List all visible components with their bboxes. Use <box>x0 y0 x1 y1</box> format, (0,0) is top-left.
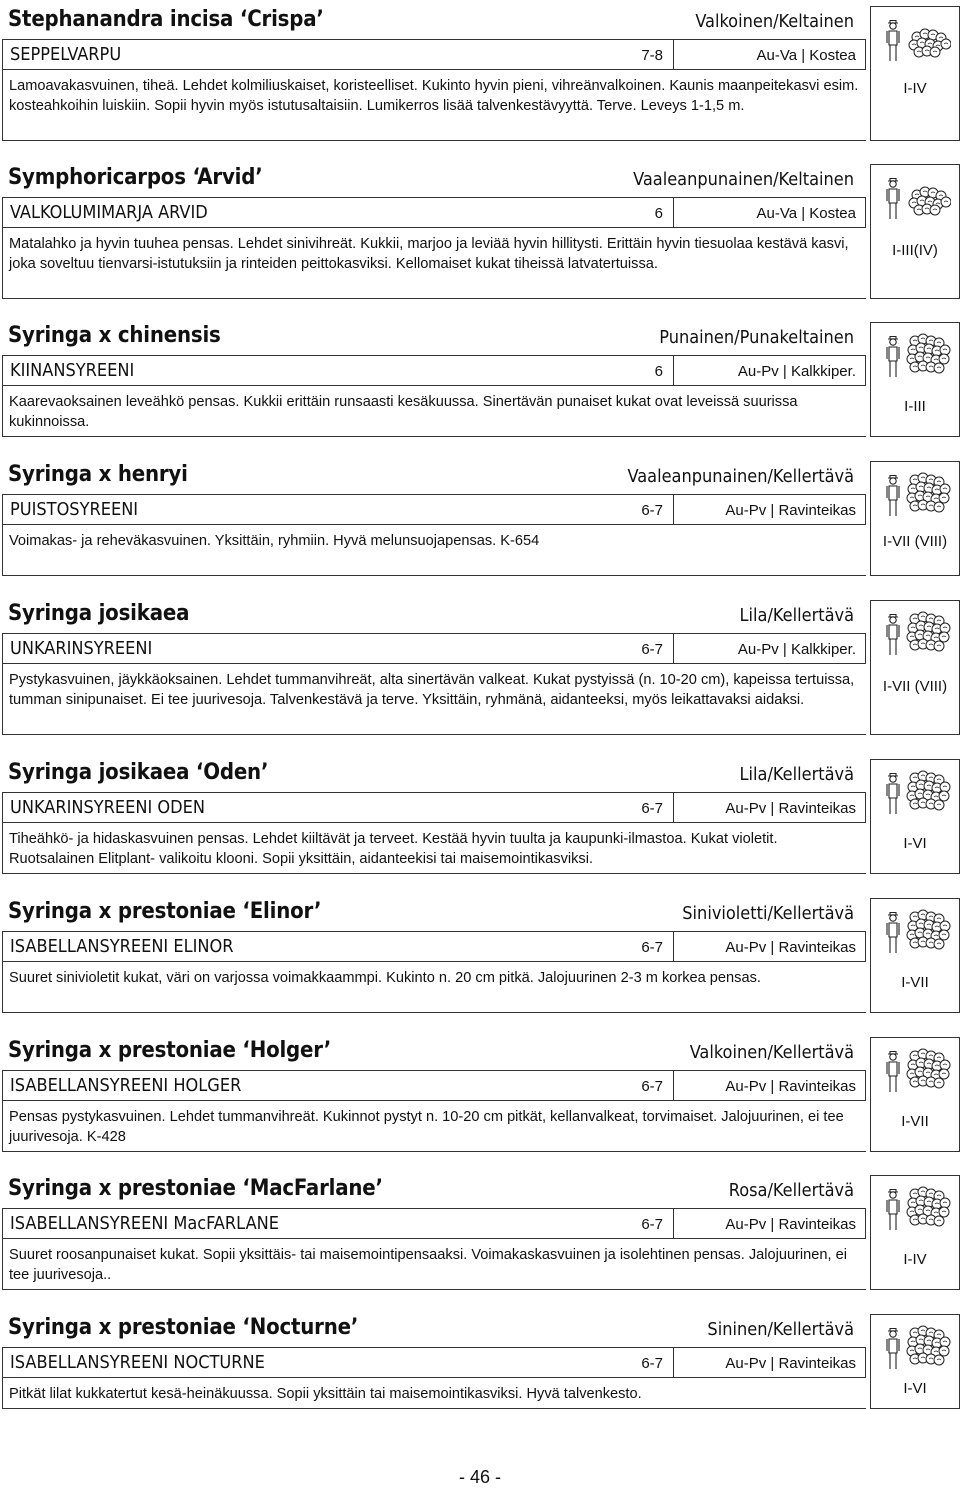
entry-left-rule <box>2 633 3 735</box>
common-name: PUISTOSYREENI <box>10 499 139 520</box>
page-number: - 46 - <box>458 1467 501 1487</box>
entry-bottom-rule <box>2 436 866 437</box>
divider <box>673 1209 674 1238</box>
entry-bottom-rule <box>2 140 866 141</box>
info-bar <box>2 1208 866 1239</box>
site-requirements: Au-Pv | Kalkkiper. <box>737 363 856 380</box>
entry-left-rule <box>2 1070 3 1152</box>
person-and-tall-shrub-icon <box>885 909 951 957</box>
site-requirements: Au-Pv | Ravinteikas <box>725 502 856 519</box>
entry-left-rule <box>2 792 3 874</box>
info-bar <box>2 1070 866 1101</box>
entry-left-rule <box>2 1208 3 1290</box>
entry-left-rule <box>2 494 3 576</box>
zone-box <box>870 600 960 735</box>
height-class: 6 <box>654 205 663 222</box>
site-requirements: Au-Pv | Ravinteikas <box>725 1216 856 1233</box>
description: Suuret roosanpunaiset kukat. Sopii yksittäis- tai maisemointipensaaksi. Voimakaskasvuinen ja isolehtinen pensas. Jalojuurinen, ei tee juurivesoja.. <box>9 1247 847 1283</box>
height-class: 6-7 <box>641 1216 663 1233</box>
divider <box>673 932 674 961</box>
entry-bottom-rule <box>2 298 866 299</box>
plant-name: Syringa x prestoniae ‘Elinor’ <box>8 899 322 924</box>
common-name: KIINANSYREENI <box>10 360 135 381</box>
person-and-tall-shrub-icon <box>885 770 951 818</box>
common-name: ISABELLANSYREENI ELINOR <box>10 936 234 957</box>
entry-left-rule <box>2 197 3 299</box>
info-bar <box>2 931 866 962</box>
zone-box <box>870 322 960 437</box>
flower-color: Punainen/Punakeltainen <box>659 327 854 348</box>
entry-bottom-rule <box>2 873 866 874</box>
entry-bottom-rule <box>2 734 866 735</box>
person-and-tall-shrub-icon <box>885 333 951 381</box>
person-and-tall-shrub-icon <box>885 472 951 520</box>
hardiness-zone: I-VI <box>903 1380 927 1397</box>
common-name: ISABELLANSYREENI MacFARLANE <box>10 1213 279 1234</box>
entry-bottom-rule <box>2 1012 866 1013</box>
person-and-tall-shrub-icon <box>885 611 951 659</box>
person-and-tall-shrub-icon <box>885 1325 951 1373</box>
hardiness-zone: I-VII (VIII) <box>882 678 948 695</box>
description: Pensas pystykasvuinen. Lehdet tummanvihreät. Kukinnot pystyt n. 10-20 cm pitkät, kellanvalkeat, torvimaiset. Jalojuurinen, ei tee juurivesoja. K-428 <box>9 1109 844 1145</box>
plant-name: Syringa x prestoniae ‘Nocturne’ <box>8 1315 359 1340</box>
description: Suuret sinivioletit kukat, väri on varjossa voimakkaammpi. Kukinto n. 20 cm pitkä. Jalojuurinen 2-3 m korkea pensas. <box>9 970 761 986</box>
hardiness-zone: I-VII <box>901 1113 929 1130</box>
entry-left-rule <box>2 39 3 141</box>
flower-color: Lila/Kellertävä <box>739 764 854 785</box>
info-bar <box>2 39 866 70</box>
common-name: ISABELLANSYREENI NOCTURNE <box>10 1352 265 1373</box>
divider <box>673 40 674 69</box>
height-class: 6-7 <box>641 1355 663 1372</box>
flower-color: Vaaleanpunainen/Kellertävä <box>627 466 854 487</box>
info-bar <box>2 197 866 228</box>
plant-name: Stephanandra incisa ‘Crispa’ <box>8 7 324 32</box>
entry-bottom-rule <box>2 1408 866 1409</box>
zone-box <box>870 164 960 299</box>
height-class: 6-7 <box>641 502 663 519</box>
zone-box <box>870 898 960 1013</box>
height-class: 6-7 <box>641 641 663 658</box>
site-requirements: Au-Pv | Ravinteikas <box>725 939 856 956</box>
plant-name: Syringa josikaea <box>8 601 190 626</box>
person-and-tall-shrub-icon <box>885 1048 951 1096</box>
entry-left-rule <box>2 1347 3 1409</box>
site-requirements: Au-Pv | Ravinteikas <box>725 800 856 817</box>
divider <box>673 1348 674 1377</box>
entry-bottom-rule <box>2 575 866 576</box>
plant-name: Syringa josikaea ‘Oden’ <box>8 760 269 785</box>
plant-name: Syringa x chinensis <box>8 323 221 348</box>
common-name: UNKARINSYREENI <box>10 638 153 659</box>
hardiness-zone: I-IV <box>903 1251 927 1268</box>
entry-left-rule <box>2 355 3 437</box>
description: Matalahko ja hyvin tuuhea pensas. Lehdet sinivihreät. Kukkii, marjoo ja leviää hyvin hillitysti. Erittäin hyvin tiesuolaa kestävä kasvi, joka soveltuu tienvarsi-istutuksiin ja rinteiden peittokasviksi. Kellomaiset kukat tiheissä latvatertuissa. <box>9 236 849 272</box>
zone-box <box>870 759 960 874</box>
common-name: VALKOLUMIMARJA ARVID <box>10 202 208 223</box>
height-class: 6-7 <box>641 939 663 956</box>
zone-box <box>870 1314 960 1409</box>
site-requirements: Au-Pv | Kalkkiper. <box>737 641 856 658</box>
description: Lamoavakasvuinen, tiheä. Lehdet kolmiliuskaiset, koristeelliset. Kukinto hyvin pieni, vihreänvalkoinen. Kaunis maanpeitekasvi esim. kosteahkoihin luiskiin. Sopii hyvin myös istutusaltaisiin. Lumikerros lisää talvenkestävyyttä. Terve. Leveys 1-1,5 m. <box>9 78 859 114</box>
flower-color: Valkoinen/Kellertävä <box>689 1042 854 1063</box>
site-requirements: Au-Pv | Ravinteikas <box>725 1355 856 1372</box>
info-bar <box>2 355 866 386</box>
zone-box <box>870 461 960 576</box>
hardiness-zone: I-VII <box>901 974 929 991</box>
site-requirements: Au-Pv | Ravinteikas <box>725 1078 856 1095</box>
entry-bottom-rule <box>2 1151 866 1152</box>
divider <box>673 495 674 524</box>
hardiness-zone: I-III <box>904 398 926 415</box>
info-bar <box>2 633 866 664</box>
common-name: SEPPELVARPU <box>10 44 122 65</box>
zone-box <box>870 1175 960 1290</box>
flower-color: Vaaleanpunainen/Keltainen <box>633 169 854 190</box>
description: Pystykasvuinen, jäykkäoksainen. Lehdet tummanvihreät, alta sinertävän valkeat. Kukat pystyissä (n. 10-20 cm), kapeissa tertuissa, tumman sinipunaiset. Ei tee juurivesoja. Talvenkestävä ja terve. Yksittäin, ryhmänä, aidanteeksi, myös leikattavaksi aidaksi. <box>9 672 855 708</box>
divider <box>673 634 674 663</box>
divider <box>673 198 674 227</box>
description: Tiheähkö- ja hidaskasvuinen pensas. Lehdet kiiltävät ja terveet. Kestää hyvin tuulta ja kaupunki-ilmastoa. Kukat violetit. Ruotsalainen Elitplant- valikoitu klooni. Sopii yksittäin, aidanteekisi tai maisemointikasviksi. <box>9 831 778 867</box>
flower-color: Sinivioletti/Kellertävä <box>682 903 854 924</box>
zone-box <box>870 1037 960 1152</box>
height-class: 6 <box>654 363 663 380</box>
hardiness-zone: I-VI <box>903 835 927 852</box>
description: Voimakas- ja reheväkasvuinen. Yksittäin, ryhmiin. Hyvä melunsuojapensas. K-654 <box>9 533 540 549</box>
height-class: 6-7 <box>641 800 663 817</box>
person-and-tall-shrub-icon <box>885 1186 951 1234</box>
common-name: ISABELLANSYREENI HOLGER <box>10 1075 242 1096</box>
divider <box>673 793 674 822</box>
hardiness-zone: I-VII (VIII) <box>882 533 948 550</box>
height-class: 6-7 <box>641 1078 663 1095</box>
flower-color: Sininen/Kellertävä <box>707 1319 854 1340</box>
hardiness-zone: I-III(IV) <box>892 242 938 259</box>
flower-color: Lila/Kellertävä <box>739 605 854 626</box>
divider <box>673 1071 674 1100</box>
divider <box>673 356 674 385</box>
description: Pitkät lilat kukkatertut kesä-heinäkuussa. Sopii yksittäin tai maisemointikasviksi. Hyvä talvenkesto. <box>9 1386 642 1402</box>
entry-bottom-rule <box>2 1289 866 1290</box>
flower-color: Valkoinen/Keltainen <box>695 11 854 32</box>
zone-box <box>870 6 960 141</box>
plant-name: Symphoricarpos ‘Arvid’ <box>8 165 263 190</box>
description: Kaarevaoksainen leveähkö pensas. Kukkii erittäin runsaasti kesäkuussa. Sinertävän punaiset kukat ovat leveissä suurissa kukinnoissa. <box>9 394 798 430</box>
plant-name: Syringa x henryi <box>8 462 188 487</box>
person-and-shrub-icon <box>885 17 951 65</box>
person-and-shrub-icon <box>885 175 951 223</box>
plant-name: Syringa x prestoniae ‘MacFarlane’ <box>8 1176 383 1201</box>
flower-color: Rosa/Kellertävä <box>728 1180 854 1201</box>
hardiness-zone: I-IV <box>903 80 927 97</box>
plant-name: Syringa x prestoniae ‘Holger’ <box>8 1038 332 1063</box>
info-bar <box>2 1347 866 1378</box>
info-bar <box>2 792 866 823</box>
height-class: 7-8 <box>641 47 663 64</box>
site-requirements: Au-Va | Kostea <box>756 47 856 64</box>
common-name: UNKARINSYREENI ODEN <box>10 797 205 818</box>
entry-left-rule <box>2 931 3 1013</box>
site-requirements: Au-Va | Kostea <box>756 205 856 222</box>
info-bar <box>2 494 866 525</box>
